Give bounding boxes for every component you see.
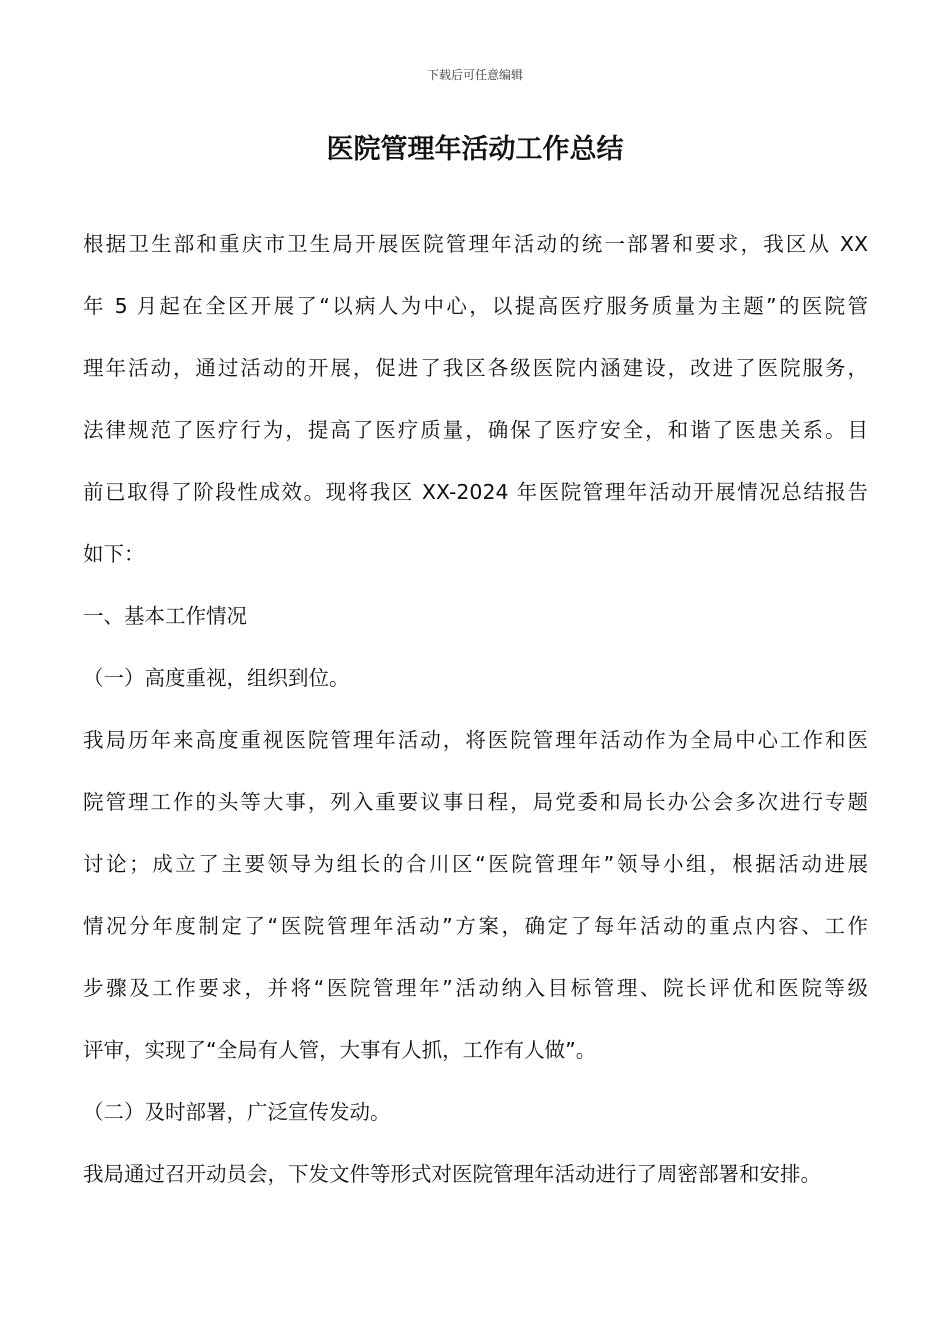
text-line: 法律规范了医疗行为，提高了医疗质量，确保了医疗安全，和谐了医患关系。目 xyxy=(83,418,868,442)
subsection-heading: （二）及时部署，广泛宣传发动。 xyxy=(83,1100,391,1124)
text-line: 前已取得了阶段性成效。现将我区 XX-2024 年医院管理年活动开展情况总结报告 xyxy=(83,480,868,504)
document-body xyxy=(83,213,868,1205)
text-line: 如下： xyxy=(83,542,145,566)
paragraph-deployment xyxy=(83,1143,868,1205)
text-line: 我局历年来高度重视医院管理年活动，将医院管理年活动作为全局中心工作和医 xyxy=(83,728,868,752)
text-line: 步骤及工作要求，并将“医院管理年”活动纳入目标管理、院长评优和医院等级 xyxy=(83,976,868,1000)
section-heading: 一、基本工作情况 xyxy=(83,604,247,628)
document-title: 医院管理年活动工作总结 xyxy=(326,134,624,165)
text-line: 年 5 月起在全区开展了“以病人为中心，以提高医疗服务质量为主题”的医院管 xyxy=(83,294,868,318)
text-line: 情况分年度制定了“医院管理年活动”方案，确定了每年活动的重点内容、工作 xyxy=(83,914,868,938)
paragraph-organization xyxy=(83,709,868,1081)
text-line: 根据卫生部和重庆市卫生局开展医院管理年活动的统一部署和要求，我区从 XX xyxy=(83,232,868,256)
text-line: 讨论；成立了主要领导为组长的合川区“医院管理年”领导小组，根据活动进展 xyxy=(83,852,868,876)
subsection-heading: （一）高度重视，组织到位。 xyxy=(83,666,350,690)
text-line: 评审，实现了“全局有人管，大事有人抓，工作有人做”。 xyxy=(83,1038,597,1062)
paragraph-intro xyxy=(83,213,868,585)
header-note: 下载后可任意编辑 xyxy=(426,68,523,82)
text-line: 我局通过召开动员会，下发文件等形式对医院管理年活动进行了周密部署和安排。 xyxy=(83,1162,821,1186)
text-line: 理年活动，通过活动的开展，促进了我区各级医院内涵建设，改进了医院服务， xyxy=(83,356,868,380)
text-line: 院管理工作的头等大事，列入重要议事日程，局党委和局长办公会多次进行专题 xyxy=(83,790,868,814)
